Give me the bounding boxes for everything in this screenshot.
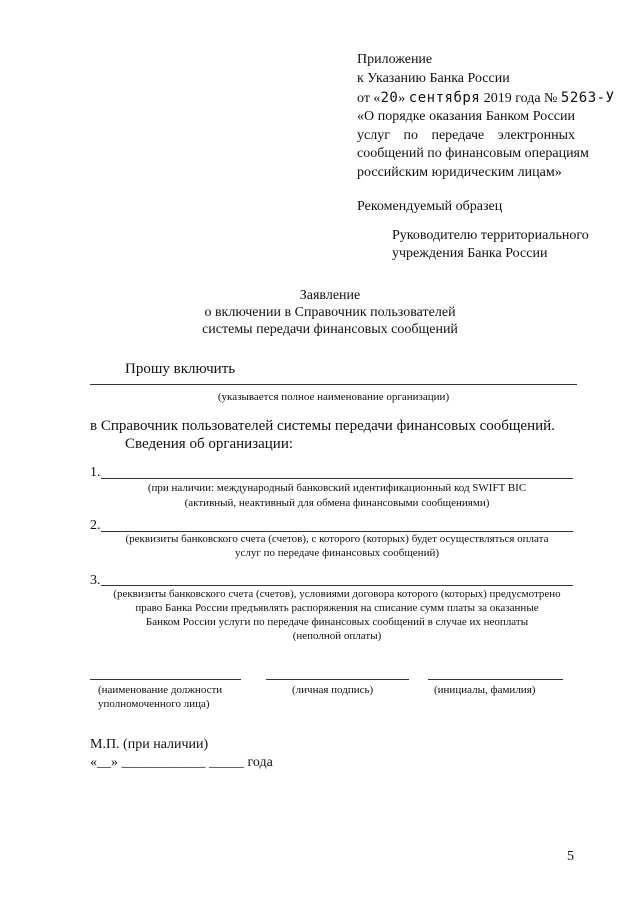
item-3-hint-3: Банком России услуги по передаче финансовых сообщений в случае их неоплаты [145, 616, 529, 628]
addressee-line-1: Руководителю территориального [392, 228, 589, 243]
item-2-hint-2: услуг по передаче финансовых сообщений) [234, 547, 440, 559]
signature-hint: (личная подпись) [292, 684, 374, 696]
appendix-title-3: сообщений по финансовым операциям [357, 146, 589, 161]
org-name-line [90, 384, 577, 385]
doc-number: 5263-У [560, 90, 615, 106]
item-3-hint-4: (неполной оплаты) [292, 630, 382, 642]
appendix-title-1: «О порядке оказания Банком России [357, 109, 575, 124]
appendix-date-line [357, 90, 615, 107]
item-2-number: 2. [90, 518, 101, 533]
signature-line [266, 679, 409, 680]
item-1-hint-1: (при наличии: международный банковский идентификационный код SWIFT BIC [147, 482, 527, 494]
appendix-title-4: российским юридическим лицам» [357, 165, 562, 180]
appendix-reference: к Указанию Банка России [357, 71, 510, 86]
stamp-label: М.П. (при наличии) [90, 737, 209, 752]
appendix-title-2: услуг по передаче электронных [357, 128, 575, 143]
date-mid: » [398, 91, 406, 106]
name-hint: (инициалы, фамилия) [434, 684, 536, 696]
name-line [428, 679, 563, 680]
addressee-line-2: учреждения Банка России [392, 246, 548, 261]
date-prefix: от « [357, 91, 381, 106]
item-2-line [101, 531, 573, 532]
item-3-line [101, 585, 573, 586]
org-info-label: Сведения об организации: [125, 436, 294, 452]
request-text: Прошу включить [125, 361, 236, 377]
position-line [90, 679, 241, 680]
position-hint-2: уполномоченного лица) [98, 698, 210, 710]
item-1-line [101, 478, 573, 479]
item-1-hint-2: (активный, неактивный для обмена финансовыми сообщениями) [184, 497, 490, 509]
item-1-number: 1. [90, 465, 101, 480]
statement-subtitle-2: системы передачи финансовых сообщений [202, 322, 458, 337]
position-hint-1: (наименование должности [98, 684, 223, 696]
item-2-hint-1: (реквизиты банковского счета (счетов), с которого (которых) будет осуществляться оплата [125, 533, 549, 545]
page-number: 5 [567, 849, 574, 864]
into-directory-text: в Справочник пользователей системы передачи финансовых сообщений. [90, 418, 555, 434]
date-month: сентября [408, 90, 481, 106]
date-year: 2019 года № [483, 91, 558, 106]
item-3-number: 3. [90, 573, 101, 588]
date-day: 20 [380, 90, 399, 106]
recommended-sample: Рекомендуемый образец [357, 199, 503, 214]
appendix-label: Приложение [357, 52, 433, 67]
org-name-hint: (указывается полное наименование организации) [217, 391, 450, 403]
statement-heading: Заявление [299, 288, 361, 303]
item-3-hint-1: (реквизиты банковского счета (счетов), условиями договора которого (которых) предусмотрено [113, 588, 561, 600]
statement-subtitle-1: о включении в Справочник пользователей [204, 305, 456, 320]
item-3-hint-2: право Банка России предъявлять распоряжения на списание сумм платы за оказанные [135, 602, 539, 614]
date-fill-line: «__» ____________ _____ года [90, 755, 273, 770]
